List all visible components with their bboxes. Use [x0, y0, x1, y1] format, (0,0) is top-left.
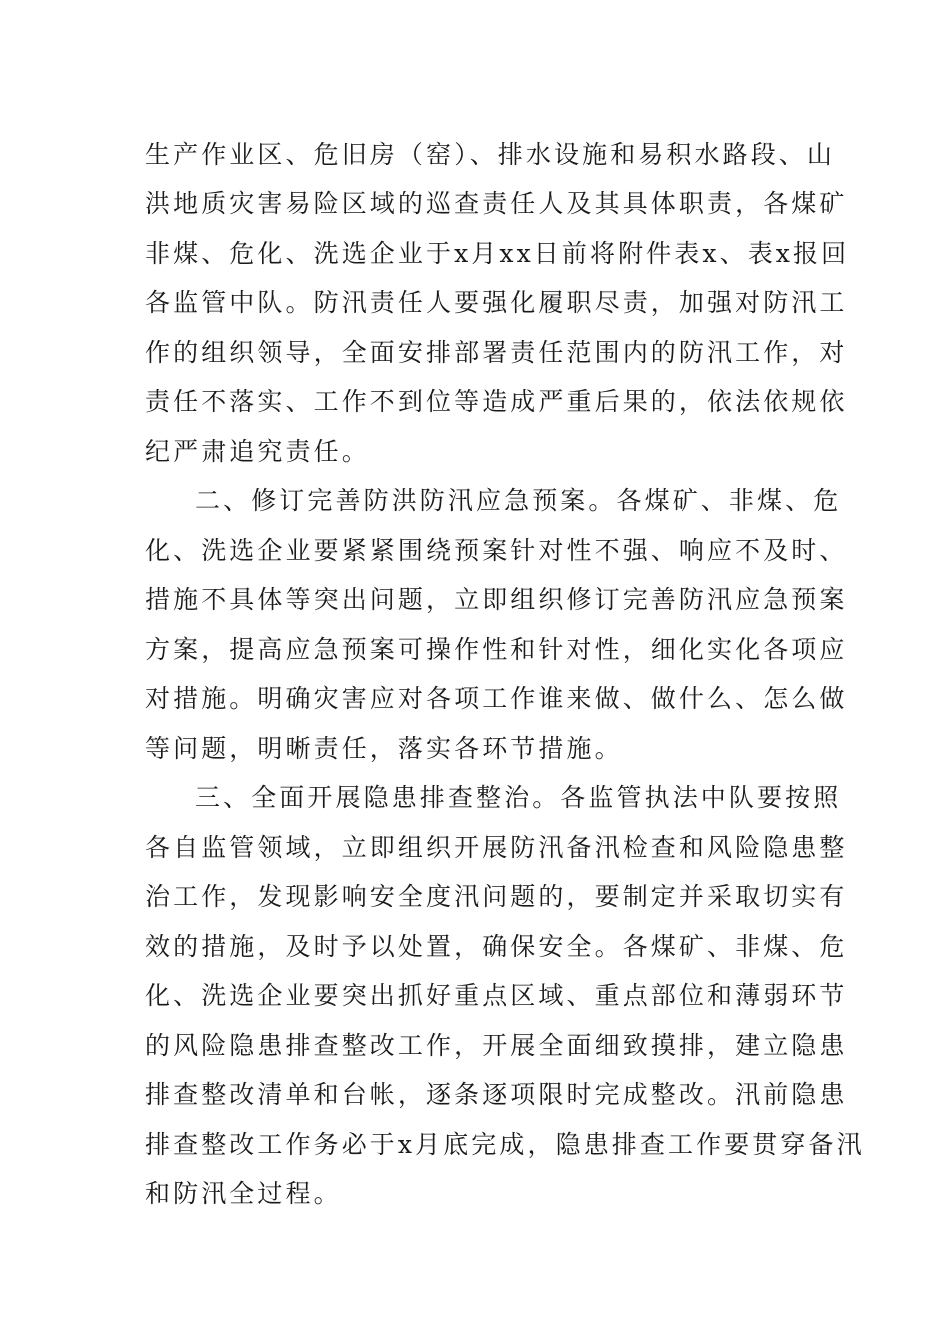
text-line: 生产作业区、危旧房（窑）、排水设施和易积水路段、山 — [145, 140, 836, 169]
text-line: 作的组织领导，全面安排部署责任范围内的防汛工作，对 — [145, 338, 848, 367]
section-heading-line: 二、修订完善防洪防汛应急预案。各煤矿、非煤、危 — [195, 486, 842, 515]
section-heading-line: 三、全面开展隐患排查整治。各监管执法中队要按照 — [195, 783, 842, 812]
text-line: 各自监管领域，立即组织开展防汛备汛检查和风险隐患整 — [145, 833, 848, 862]
text-line: 排查整改工作务必于x月底完成，隐患排查工作要贯穿备汛 — [145, 1130, 865, 1159]
text-line: 的风险隐患排查整改工作，开展全面细致摸排，建立隐患 — [145, 1031, 848, 1060]
text-line: 纪严肃追究责任。 — [145, 437, 370, 466]
text-line: 化、洗选企业要紧紧围绕预案针对性不强、响应不及时、 — [145, 536, 848, 565]
text-line: 责任不落实、工作不到位等造成严重后果的，依法依规依 — [145, 387, 848, 416]
text-line: 措施不具体等突出问题，立即组织修订完善防汛应急预案 — [145, 585, 848, 614]
text-line: 和防汛全过程。 — [145, 1179, 342, 1208]
text-line: 效的措施，及时予以处置，确保安全。各煤矿、非煤、危 — [145, 932, 848, 961]
text-line: 对措施。明确灾害应对各项工作谁来做、做什么、怎么做 — [145, 684, 848, 713]
text-line: 排查整改清单和台帐，逐条逐项限时完成整改。汛前隐患 — [145, 1080, 848, 1109]
text-line: 等问题，明晰责任，落实各环节措施。 — [145, 734, 623, 763]
text-line: 化、洗选企业要突出抓好重点区域、重点部位和薄弱环节 — [145, 981, 848, 1010]
text-line: 各监管中队。防汛责任人要强化履职尽责，加强对防汛工 — [145, 288, 848, 317]
text-line: 非煤、危化、洗选企业于x月xx日前将附件表x、表x报回 — [145, 239, 850, 268]
text-line: 洪地质灾害易险区域的巡查责任人及其具体职责，各煤矿 — [145, 189, 848, 218]
text-line: 方案，提高应急预案可操作性和针对性，细化实化各项应 — [145, 635, 848, 664]
text-line: 治工作，发现影响安全度汛问题的，要制定并采取切实有 — [145, 882, 848, 911]
